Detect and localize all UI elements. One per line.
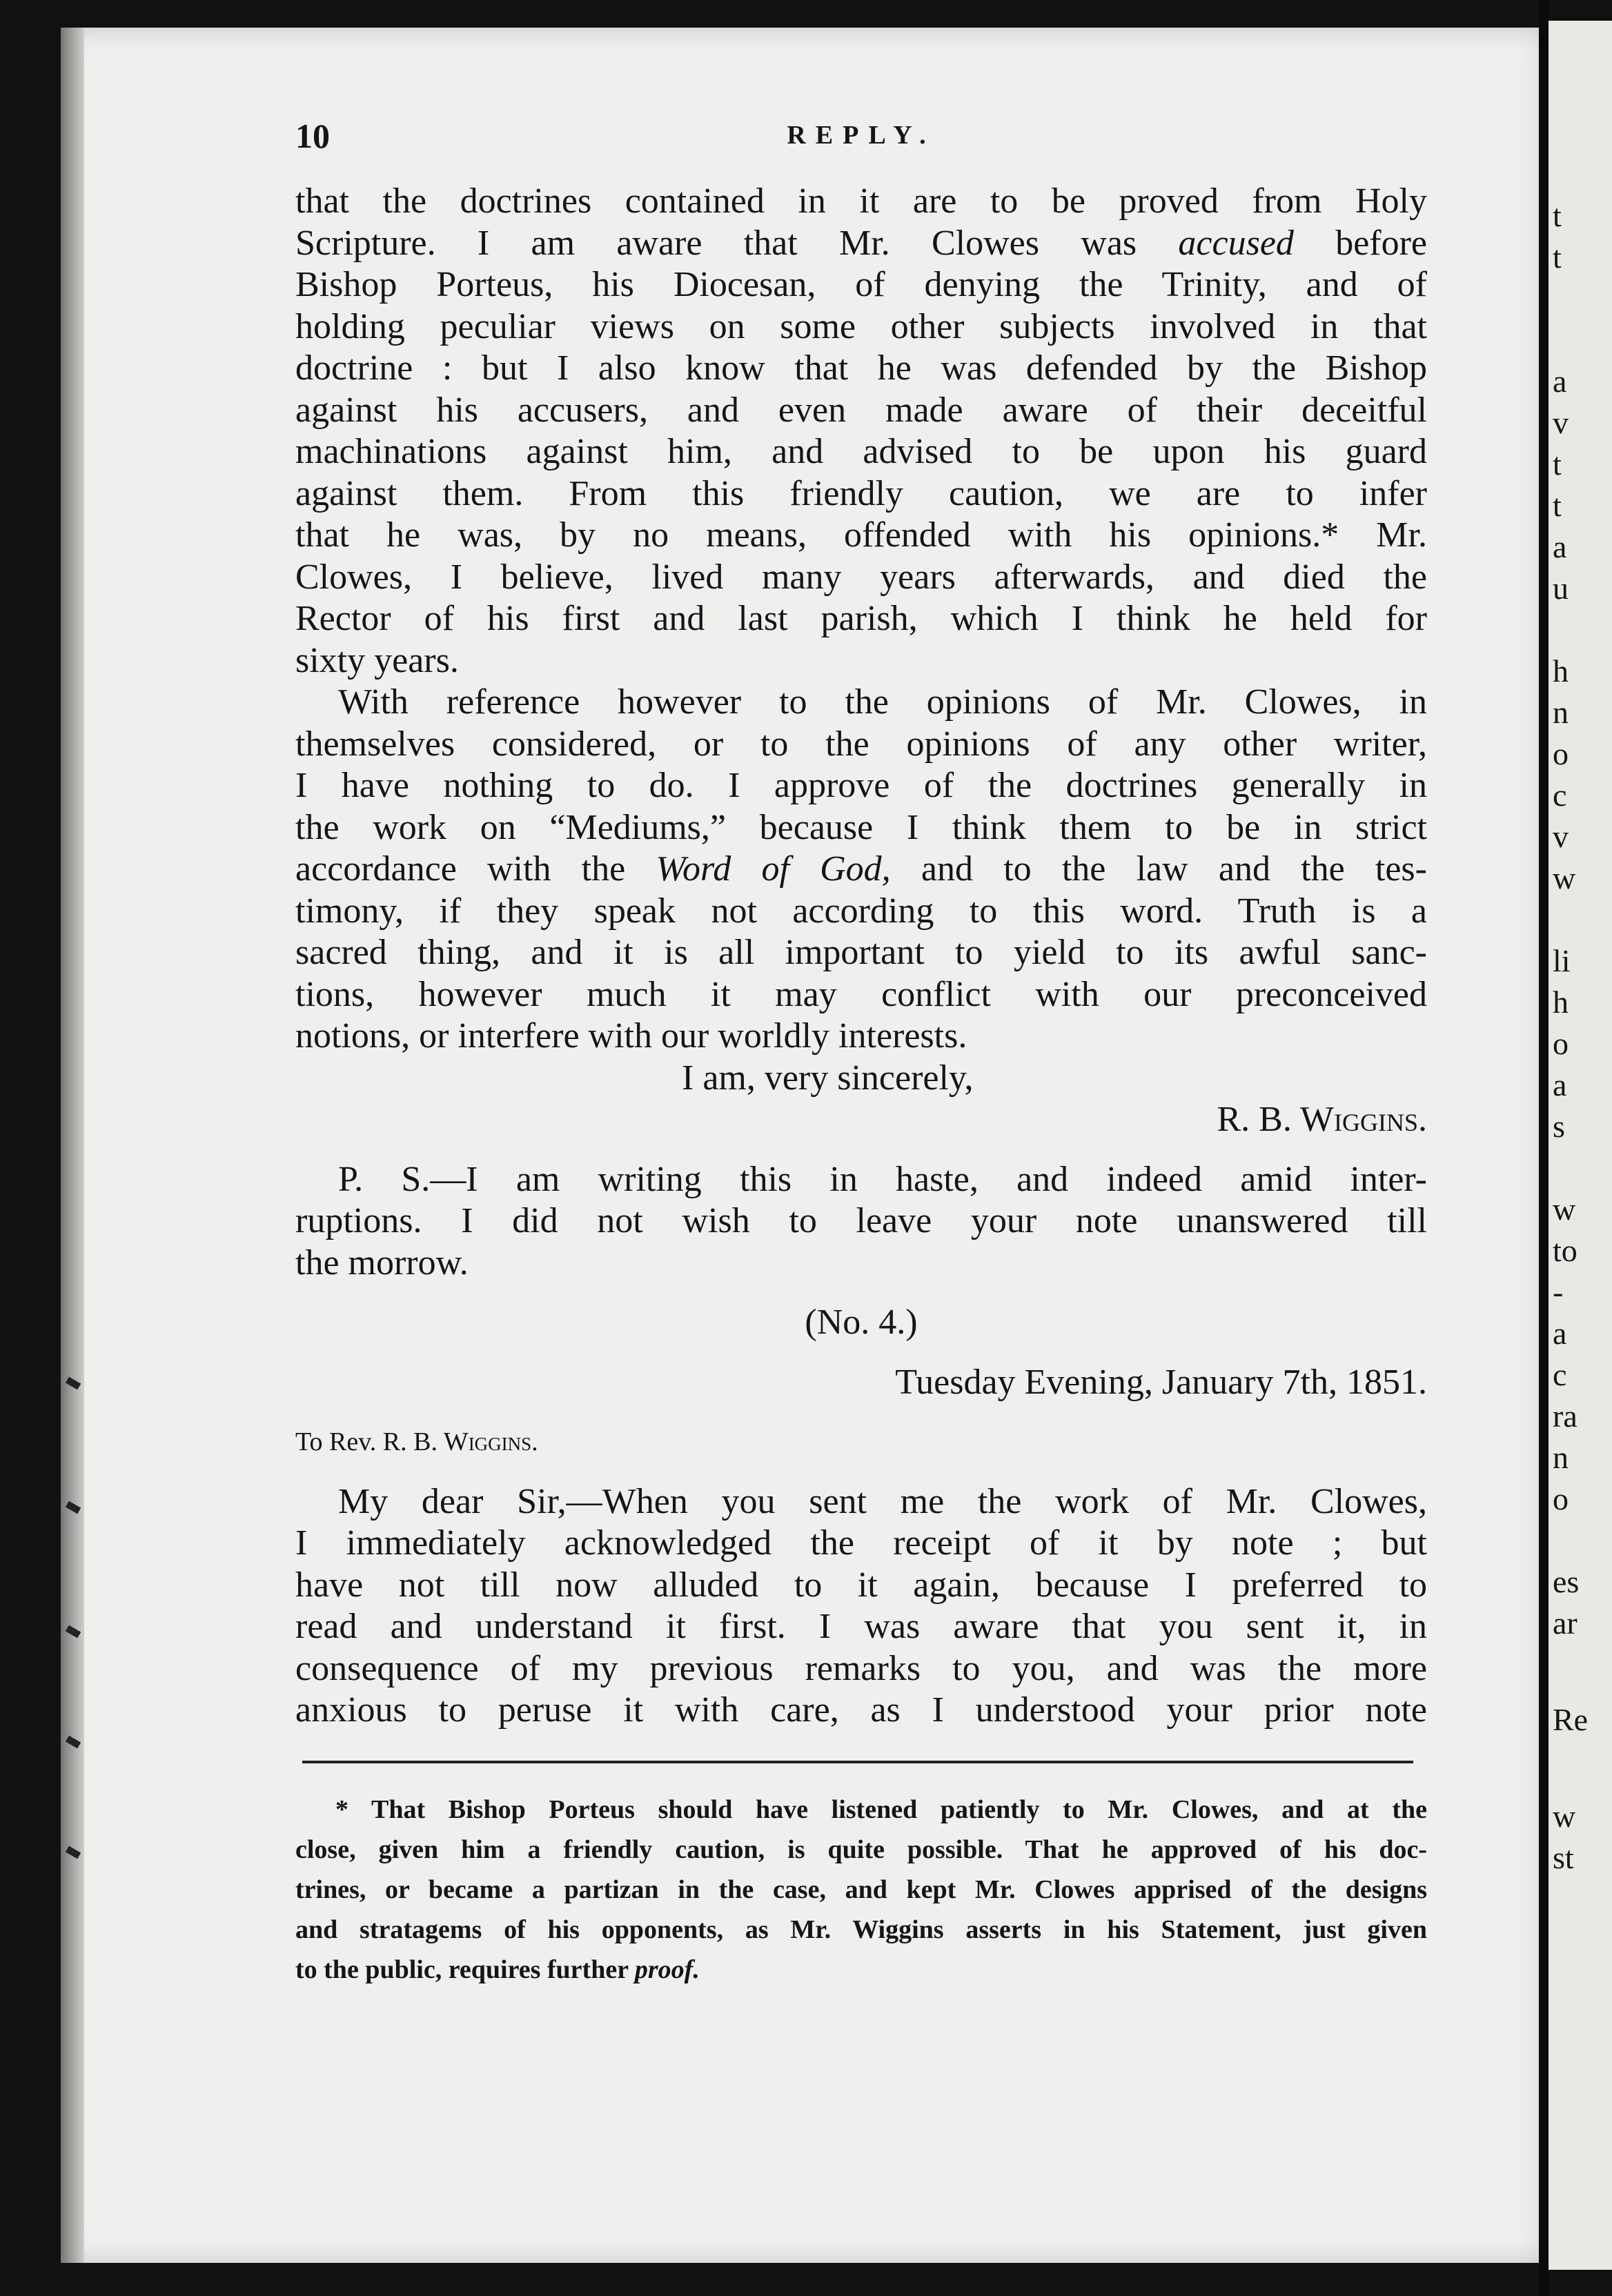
adjacent-page-fragment: st: [1553, 1840, 1574, 1875]
adjacent-page-fragment: o: [1553, 1026, 1569, 1061]
page-number: 10: [295, 117, 330, 155]
postscript-line: ruptions. I did not wish to leave your note unanswered till: [295, 1201, 1427, 1240]
adjacent-page-fragment: t: [1553, 239, 1562, 275]
letter-body-line: read and understand it first. I was aware that you sent it, in: [295, 1607, 1427, 1646]
page-body: [295, 181, 1427, 1990]
adjacent-page-fragment: to: [1553, 1233, 1577, 1268]
adjacent-page-fragment: ra: [1553, 1398, 1577, 1434]
adjacent-page-fragment: o: [1553, 736, 1569, 771]
adjacent-page-fragment: w: [1553, 1799, 1576, 1834]
body-line: Bishop Porteus, his Diocesan, of denying the Trinity, and of: [295, 265, 1427, 304]
adjacent-page-fragment: w: [1553, 860, 1576, 895]
paragraph-line: notions, or interfere with our worldly interests.: [295, 1016, 967, 1056]
footnote-line: * That Bishop Porteus should have listened patiently to Mr. Clowes, and at the: [335, 1794, 1427, 1824]
postscript-line: P. S.—I am writing this in haste, and indeed amid inter-: [338, 1159, 1427, 1199]
body-line: that he was, by no means, offended with his opinions.* Mr.: [295, 515, 1427, 555]
adjacent-page-fragment: c: [1553, 778, 1567, 813]
adjacent-page-fragment: a: [1553, 1316, 1567, 1351]
adjacent-page-fragment: u: [1553, 571, 1569, 606]
letter-closing: I am, very sincerely,: [682, 1058, 974, 1098]
adjacent-page-fragment: -: [1553, 1274, 1564, 1309]
adjacent-page-fragment: a: [1553, 529, 1567, 564]
paragraph-line: tions, however much it may conflict with our preconceived: [295, 974, 1427, 1014]
body-line: Scripture. I am aware that Mr. Clowes was accused before: [295, 223, 1427, 263]
paragraph-line: With reference however to the opinions of Mr. Clowes, in: [338, 682, 1427, 722]
postscript-line: the morrow.: [295, 1243, 469, 1283]
adjacent-page-fragment: n: [1553, 695, 1569, 730]
running-head: [295, 116, 1427, 157]
adjacent-page-fragment: o: [1553, 1481, 1569, 1516]
body-line: machinations against him, and advised to be upon his guard: [295, 432, 1427, 471]
letter-number: (No. 4.): [805, 1303, 918, 1342]
adjacent-page-fragment: a: [1553, 364, 1567, 399]
letter-body-line: I immediately acknowledged the receipt of it by note ; but: [295, 1523, 1427, 1563]
adjacent-page-edge: [1549, 21, 1612, 2270]
adjacent-page-fragment: v: [1553, 405, 1569, 440]
adjacent-page-fragment: c: [1553, 1357, 1567, 1392]
adjacent-page-fragment: t: [1553, 198, 1562, 233]
body-line: against his accusers, and even made aware of their deceitful: [295, 390, 1427, 430]
adjacent-page-fragment: v: [1553, 819, 1569, 854]
footnote-line: close, given him a friendly caution, is quite possible. That he approved of his doc-: [295, 1834, 1427, 1864]
page-header-title: REPLY.: [787, 121, 936, 150]
body-line: Rector of his first and last parish, which I think he held for: [295, 599, 1427, 638]
footnote-rule: [302, 1761, 1413, 1763]
adjacent-page-fragment: li: [1553, 943, 1571, 978]
adjacent-page-fragment: t: [1553, 488, 1562, 523]
footnote-line: to the public, requires further proof.: [295, 1954, 700, 1984]
adjacent-page-fragment: n: [1553, 1440, 1569, 1475]
letter-addressee: To Rev. R. B. Wiggins.: [295, 1427, 538, 1456]
letter-body-line: My dear Sir,—When you sent me the work of Mr. Clowes,: [338, 1481, 1427, 1521]
body-line: that the doctrines contained in it are to be proved from Holy: [295, 181, 1427, 221]
margin-marks: [66, 1380, 87, 2001]
adjacent-page-fragment: h: [1553, 984, 1569, 1020]
body-line: holding peculiar views on some other subjects involved in that: [295, 306, 1427, 346]
body-line: sixty years.: [295, 640, 459, 680]
letter-body-line: anxious to peruse it with care, as I understood your prior note: [295, 1690, 1427, 1730]
body-line: doctrine : but I also know that he was defended by the Bishop: [295, 348, 1427, 388]
paragraph-line: sacred thing, and it is all important to yield to its awful sanc-: [295, 933, 1427, 972]
letter-date: Tuesday Evening, January 7th, 1851.: [895, 1362, 1427, 1402]
adjacent-page-fragment: w: [1553, 1191, 1576, 1227]
adjacent-page-fragment: ar: [1553, 1605, 1577, 1641]
paragraph-line: I have nothing to do. I approve of the doctrines generally in: [295, 766, 1427, 805]
page-spine-gap: [1539, 0, 1549, 2296]
paragraph-line: accordance with the Word of God, and to the law and the tes-: [295, 849, 1427, 889]
body-line: against them. From this friendly caution, we are to infer: [295, 473, 1427, 513]
footnote-line: and stratagems of his opponents, as Mr. Wiggins asserts in his Statement, just given: [295, 1914, 1427, 1944]
letter-body-line: consequence of my previous remarks to you, and was the more: [295, 1648, 1427, 1688]
signature: R. B. Wiggins.: [1217, 1100, 1427, 1139]
letter-body-line: have not till now alluded to it again, because I preferred to: [295, 1565, 1427, 1605]
paragraph-line: timony, if they speak not according to this word. Truth is a: [295, 891, 1427, 931]
adjacent-page-fragment: t: [1553, 446, 1562, 482]
paragraph-line: themselves considered, or to the opinions of any other writer,: [295, 724, 1427, 764]
adjacent-page-fragment: a: [1553, 1067, 1567, 1102]
adjacent-page-fragment: es: [1553, 1564, 1580, 1599]
paragraph-line: the work on “Mediums,” because I think them to be in strict: [295, 807, 1427, 847]
adjacent-page-fragment: Re: [1553, 1702, 1589, 1737]
adjacent-page-fragment: h: [1553, 653, 1569, 689]
body-line: Clowes, I believe, lived many years afterwards, and died the: [295, 557, 1427, 597]
adjacent-page-fragment: s: [1553, 1109, 1565, 1144]
footnote-line: trines, or became a partizan in the case, and kept Mr. Clowes apprised of the designs: [295, 1874, 1427, 1904]
